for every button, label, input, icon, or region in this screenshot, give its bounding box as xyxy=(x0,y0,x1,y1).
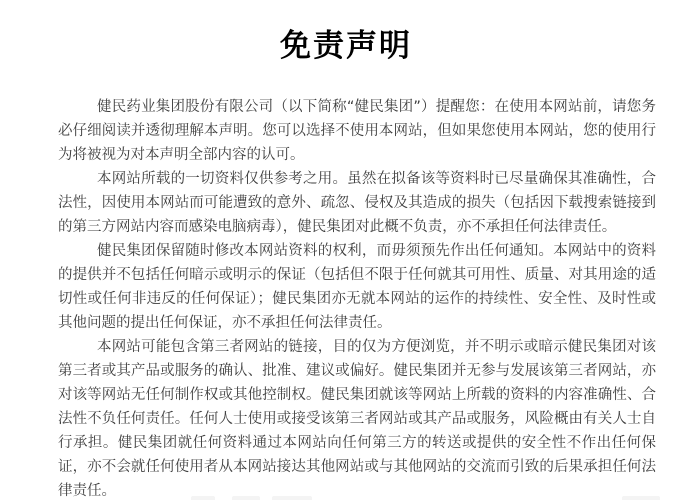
disclaimer-paragraph: 本网站所载的一切资料仅供参考之用。虽然在拟备该等资料时已尽量确保其准确性，合法性，因使用本网站而可能遭致的意外、疏忽、侵权及其造成的损失（包括因下载搜索链接到的第三方网站内容而感染电脑病毒），健民集团对此概不负责，亦不承担任何法律责任。 xyxy=(58,171,656,235)
disclaimer-paragraph: 健民药业集团股份有限公司（以下简称“健民集团”）提醒您：在使用本网站前，请您务必仔细阅读并透彻理解本声明。您可以选择不使用本网站，但如果您使用本网站，您的使用行为将被视为对本声明全部内容的认可。 xyxy=(58,99,656,163)
cutoff-content xyxy=(232,496,260,500)
disclaimer-paragraph: 健民集团保留随时修改本网站资料的权利，而毋须预先作出任何通知。本网站中的资料的提供并不包括任何暗示或明示的保证（包括但不限于任何就其可用性、质量、对其用途的适切性或任何非违反的任何保证）；健民集团亦无就本网站的运作的持续性、安全性、及时性或其他问题的提出任何保证，亦不承担任何法律责任。 xyxy=(58,243,656,331)
page-title: 免责声明 xyxy=(280,28,412,64)
cutoff-content xyxy=(272,496,312,500)
disclaimer-paragraph: 本网站可能包含第三者网站的链接，目的仅为方便浏览，并不明示或暗示健民集团对该第三者或其产品或服务的确认、批准、建议或偏好。健民集团并无参与发展该第三者网站，亦对该等网站无任何制作权或其他控制权。健民集团就该等网站上所载的资料的内容准确性、合法性不负任何责任。任何人士使用或接受该第三者网站或其产品或服务，风险概由有关人士自行承担。健民集团就任何资料通过本网站向任何第三方的转送或提供的安全性不作出任何保证，亦不会就任何使用者从本网站接达其他网站或与其他网站的交流而引致的后果承担任何法律责任。 xyxy=(58,339,656,499)
disclaimer-body xyxy=(58,95,656,500)
cutoff-content xyxy=(622,496,660,500)
cutoff-content xyxy=(191,496,215,500)
